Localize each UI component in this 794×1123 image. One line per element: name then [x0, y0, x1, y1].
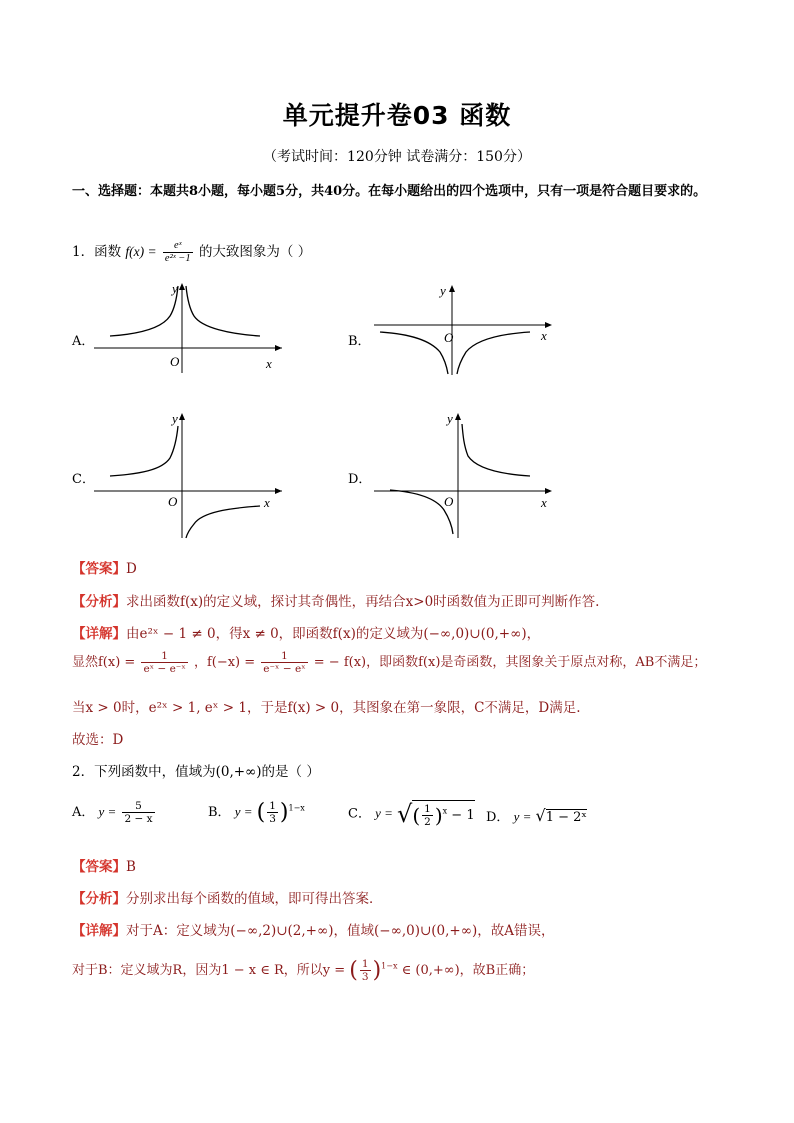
q2-option-d: D． y = √1 − 2ˣ: [486, 806, 587, 825]
question-1-stem: 1．函数 f(x) = $\frac{\text{eˣ}}{\text{e²ˣ −1}}$ 的大致图象为（ ）: [72, 240, 312, 264]
svg-text:O: O: [444, 330, 454, 345]
svg-text:x: x: [264, 495, 270, 510]
option-b-graph: [370, 282, 560, 377]
page-title: 单元提升卷03 函数: [282, 101, 512, 130]
question-2-stem: 2．下列函数中，值域为(0,+∞)的是（ ）: [72, 764, 320, 780]
q1-detail-line2: 显然f(x) = $\frac{1}{\text{eˣ − e⁻ˣ}}$ ，f(−x) = $\frac{1}{\text{e⁻ˣ − eˣ}}$ = − f(x)，即函数f(x)是奇函数，其图象关于原点对称，AB不满足；: [72, 650, 707, 675]
svg-text:y: y: [440, 283, 446, 298]
option-d-label: D．: [348, 472, 372, 487]
option-c-label: C．: [72, 472, 95, 487]
option-b-label: B．: [348, 334, 371, 349]
y-axis-label: y: [172, 281, 178, 296]
q2-answer: 【答案】B: [72, 859, 136, 875]
q2-option-c: C． y = √( $\frac{1}{2}$ )$^x$ − 1: [348, 800, 475, 828]
q1-detail-line1: 【详解】由e²ˣ − 1 ≠ 0，得x ≠ 0，即函数f(x)的定义域为(−∞,0)∪(0,+∞)，: [72, 626, 541, 642]
svg-text:x: x: [541, 495, 547, 510]
option-a-graph: [90, 280, 290, 375]
q1-detail-line3: 当x > 0时，e²ˣ > 1, eˣ > 1，于是f(x) > 0，其图象在第一象限，C不满足，D满足.: [72, 700, 581, 716]
q2-detail-line1: 【详解】对于A：定义域为(−∞,2)∪(2,+∞)，值域(−∞,0)∪(0,+∞)，故A错误，: [72, 923, 555, 939]
q2-analysis: 【分析】分别求出每个函数的值域，即可得出答案．: [72, 891, 383, 907]
q2-detail-line2: 对于B：定义域为R，因为1 − x ∈ R，所以y = ( $\frac{1}{3}$ )$^{1-x}$ ∈ (0,+∞)，故B正确；: [72, 958, 535, 983]
q2-option-a: A． y = $\frac{5}{2 - x}$: [72, 800, 153, 825]
svg-text:O: O: [444, 494, 454, 509]
option-d-graph: [370, 410, 560, 540]
q1-answer: 【答案】D: [72, 561, 137, 577]
svg-text:x: x: [541, 328, 547, 343]
option-a-label: A．: [72, 334, 95, 349]
section-heading: 一、选择题：本题共8小题，每小题5分，共40分。在每小题给出的四个选项中，只有一项是符合题目要求的。: [72, 184, 707, 199]
q1-conclusion: 故选：D: [72, 732, 124, 748]
option-c-graph: [90, 410, 290, 540]
svg-text:y: y: [447, 411, 453, 426]
svg-text:y: y: [172, 411, 178, 426]
x-axis-label: x: [266, 356, 272, 371]
svg-text:O: O: [168, 494, 178, 509]
origin-label: O: [170, 354, 180, 369]
q1-analysis: 【分析】求出函数f(x)的定义域，探讨其奇偶性，再结合x>0时函数值为正即可判断作答.: [72, 594, 600, 610]
q2-option-b: B． y = ( $\frac{1}{3}$ )$^{1-x}$: [208, 800, 305, 825]
exam-info: （考试时间：120分钟 试卷满分：150分）: [263, 149, 531, 165]
